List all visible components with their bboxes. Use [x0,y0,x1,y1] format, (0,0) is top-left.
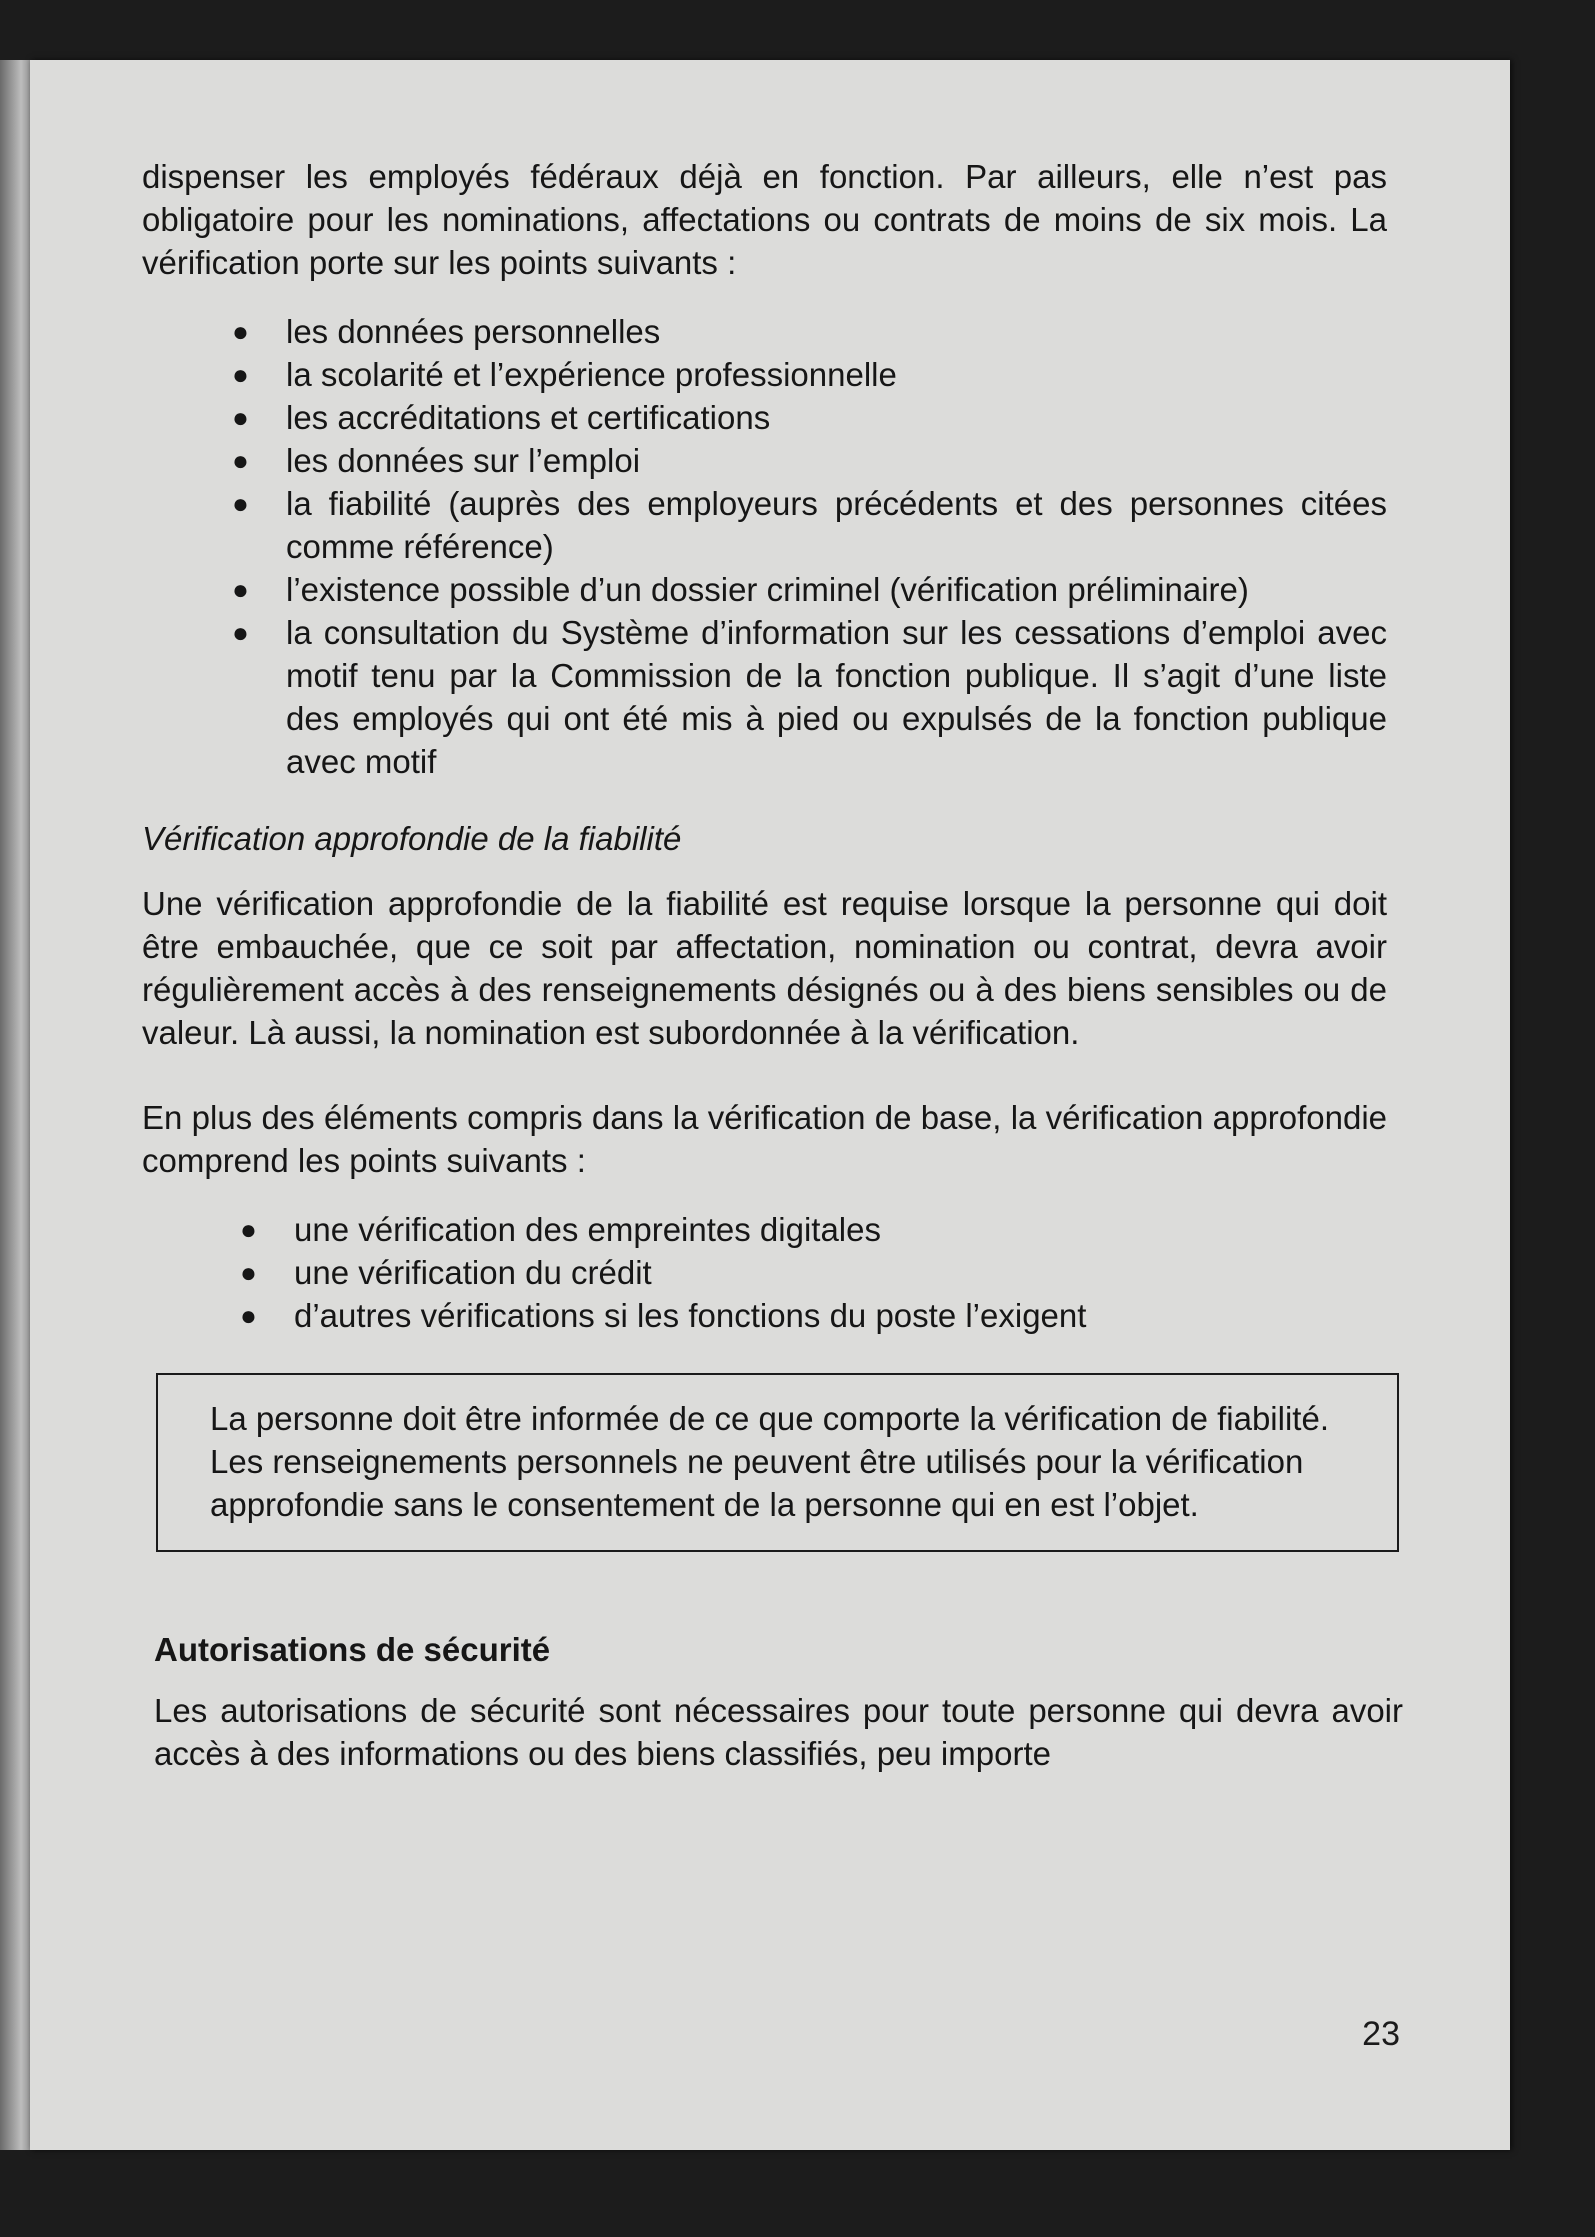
bullet-icon: ● [232,445,249,476]
clearances-heading: Autorisations de sécurité [154,1631,551,1668]
enhanced-check-subheading: Vérification approfondie de la fiabilité [142,820,682,857]
list-item: ● la scolarité et l’expérience professionnelle [230,353,1387,396]
bullet-icon: ● [232,488,249,519]
list-item: ● les données sur l’emploi [230,439,1387,482]
enhanced-points-intro: En plus des éléments compris dans la vérification de base, la vérification approfondie comprend les points suivants : [142,1099,1387,1179]
consent-notice-text: La personne doit être informée de ce que comporte la vérification de fiabilité. Les renseignements personnels ne peuvent être utilisés pour la vérification approfondie sans le consentement de la personne qui en est l’objet. [210,1400,1329,1523]
list-item: ● une vérification des empreintes digitales [238,1208,1387,1251]
consent-notice-box [156,1373,1399,1552]
enhanced-check-list [238,1208,1387,1337]
bullet-icon: ● [232,316,249,347]
bullet-icon: ● [232,574,249,605]
bullet-icon: ● [240,1300,257,1331]
page-number: 23 [1362,2015,1400,2053]
bullet-icon: ● [232,359,249,390]
intro-paragraph: dispenser les employés fédéraux déjà en fonction. Par ailleurs, elle n’est pas obligatoire pour les nominations, affectations ou contrats de moins de six mois. La vérification porte sur les points suivants : [142,158,1387,281]
list-item: ● les données personnelles [230,310,1387,353]
previous-page-edge [0,60,30,2150]
bullet-icon: ● [240,1214,257,1245]
enhanced-paragraph: Une vérification approfondie de la fiabilité est requise lorsque la personne qui doit être embauchée, que ce soit par affectation, nomination ou contrat, devra avoir régulièrement accès à des renseignements désignés ou à des biens sensibles ou de valeur. Là aussi, la nomination est subordonnée à la vérification. [142,885,1387,1051]
list-item: ● la fiabilité (auprès des employeurs précédents et des personnes citées comme référence) [230,482,1387,568]
document-page [30,60,1510,2150]
page-content [142,155,1403,1775]
basic-check-list [230,310,1387,783]
list-item: ● la consultation du Système d’information sur les cessations d’emploi avec motif tenu par la Commission de la fonction publique. Il s’agit d’une liste des employés qui ont été mis à pied ou expulsés de la fonction publique avec motif [230,611,1387,783]
bullet-icon: ● [240,1257,257,1288]
bullet-icon: ● [232,617,249,648]
list-item: ● une vérification du crédit [238,1251,1387,1294]
clearances-paragraph: Les autorisations de sécurité sont nécessaires pour toute personne qui devra avoir accès à des informations ou des biens classifiés, peu importe [154,1692,1403,1772]
list-item: ● l’existence possible d’un dossier criminel (vérification préliminaire) [230,568,1387,611]
bullet-icon: ● [232,402,249,433]
list-item: ● les accréditations et certifications [230,396,1387,439]
list-item: ● d’autres vérifications si les fonctions du poste l’exigent [238,1294,1387,1337]
